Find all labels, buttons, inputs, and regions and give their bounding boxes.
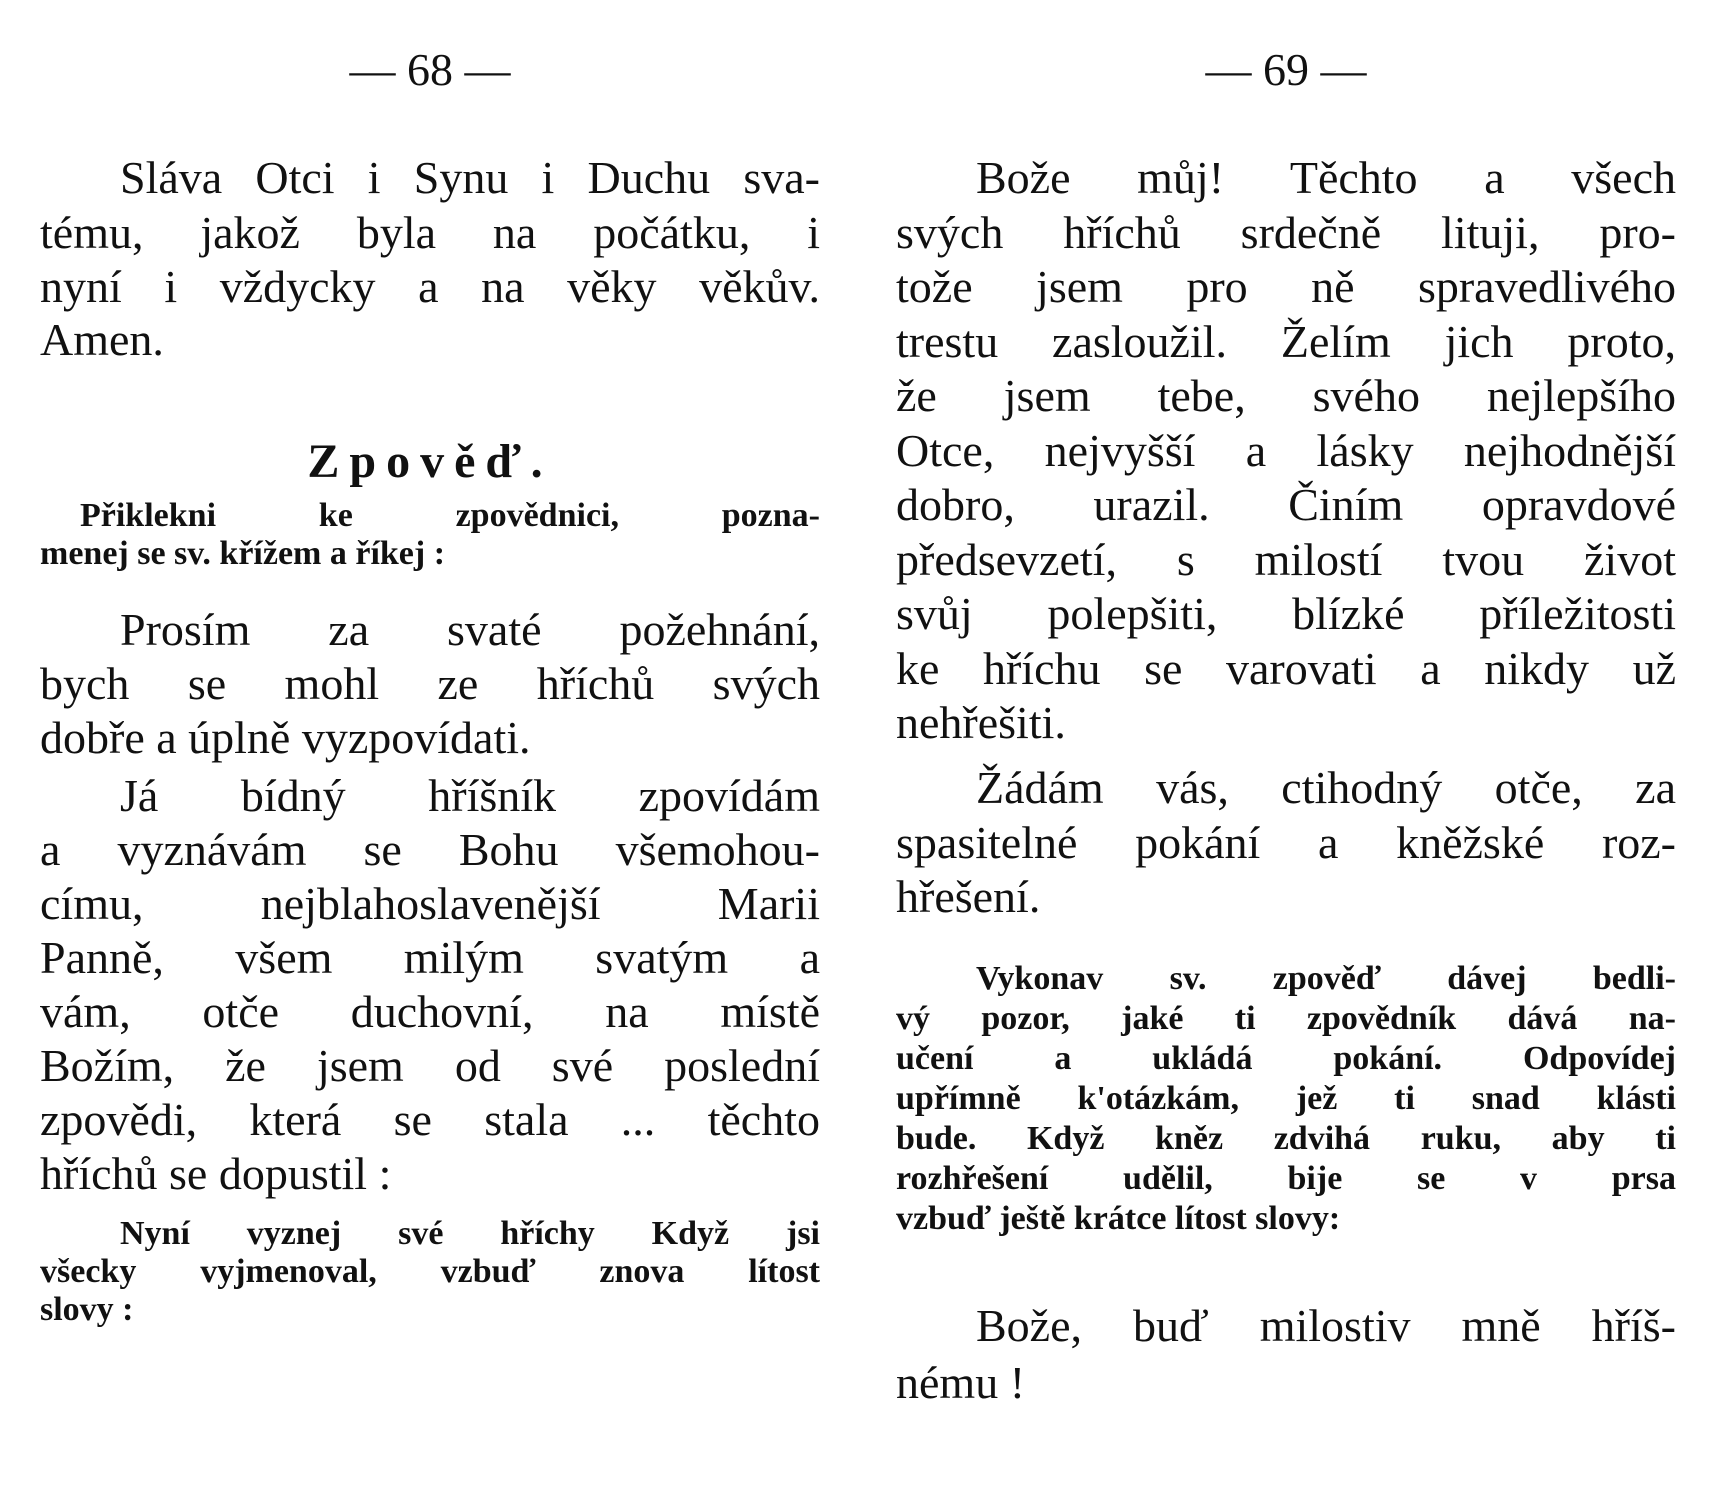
- text-line: vý pozor, jaké ti zpovědník dává na-: [896, 1000, 1676, 1037]
- text-line: Prosím za svaté požehnání,: [120, 604, 820, 655]
- text-line: Já bídný hříšník zpovídám: [120, 770, 820, 821]
- text-line: spasitelné pokání a kněžské roz-: [896, 817, 1676, 868]
- text-line: všecky vyjmenoval, vzbuď znova lítost: [40, 1253, 820, 1290]
- text-line: Bože můj! Těchto a všech: [976, 152, 1676, 203]
- text-line: Božím, že jsem od své poslední: [40, 1040, 820, 1091]
- text-line: a vyznávám se Bohu všemohou-: [40, 824, 820, 875]
- text-line: trestu zasloužil. Želím jich proto,: [896, 316, 1676, 367]
- right-page: [896, 0, 1676, 1500]
- text-line: hřešení.: [896, 871, 1041, 922]
- text-line: hříchů se dopustil :: [40, 1148, 392, 1199]
- text-line: Panně, všem milým svatým a: [40, 932, 820, 983]
- text-line: bude. Když kněz zdvihá ruku, aby ti: [896, 1120, 1676, 1157]
- text-line: že jsem tebe, svého nejlepšího: [896, 370, 1676, 421]
- text-line: dobro, urazil. Činím opravdové: [896, 479, 1676, 530]
- text-line: nehřešiti.: [896, 697, 1066, 748]
- text-line: nyní i vždycky a na věky věkův.: [40, 261, 820, 312]
- text-line: ke hříchu se varovati a nikdy už: [896, 643, 1676, 694]
- text-line: svůj polepšiti, blízké příležitosti: [896, 588, 1676, 639]
- text-line: Otce, nejvyšší a lásky nejhodnější: [896, 425, 1676, 476]
- text-line: zpovědi, která se stala ... těchto: [40, 1094, 820, 1145]
- text-line: Žádám vás, ctihodný otče, za: [976, 762, 1676, 813]
- text-line: tože jsem pro ně spravedlivého: [896, 261, 1676, 312]
- text-line: slovy :: [40, 1291, 134, 1328]
- text-line: upřímně k'otázkám, jež ti snad klásti: [896, 1080, 1676, 1117]
- text-line: Přiklekni ke zpovědnici, pozna-: [80, 497, 820, 534]
- text-line: Amen.: [40, 314, 164, 365]
- text-line: Vykonav sv. zpověď dávej bedli-: [976, 960, 1676, 997]
- section-heading: Zpověď.: [307, 435, 553, 488]
- text-line: menej se sv. křížem a říkej :: [40, 535, 446, 572]
- text-line: tému, jakož byla na počátku, i: [40, 207, 820, 258]
- page-number: — 69 —: [1205, 44, 1367, 95]
- text-line: vám, otče duchovní, na místě: [40, 986, 820, 1037]
- text-line: nému !: [896, 1357, 1026, 1408]
- text-line: učení a ukládá pokání. Odpovídej: [896, 1040, 1676, 1077]
- text-line: Sláva Otci i Synu i Duchu sva-: [120, 152, 820, 203]
- text-line: rozhřešení udělil, bije se v prsa: [896, 1160, 1676, 1197]
- left-page: [40, 0, 820, 1500]
- text-line: Nyní vyznej své hříchy Když jsi: [120, 1215, 820, 1252]
- text-line: svých hříchů srdečně lituji, pro-: [896, 207, 1676, 258]
- text-line: címu, nejblahoslavenější Marii: [40, 878, 820, 929]
- page-number: — 68 —: [349, 44, 511, 95]
- text-line: vzbuď ještě krátce lítost slovy:: [896, 1200, 1341, 1237]
- text-line: Bože, buď milostiv mně hříš-: [976, 1300, 1676, 1351]
- text-line: bych se mohl ze hříchů svých: [40, 658, 820, 709]
- text-line: dobře a úplně vyzpovídati.: [40, 712, 531, 763]
- text-line: předsevzetí, s milostí tvou život: [896, 534, 1676, 585]
